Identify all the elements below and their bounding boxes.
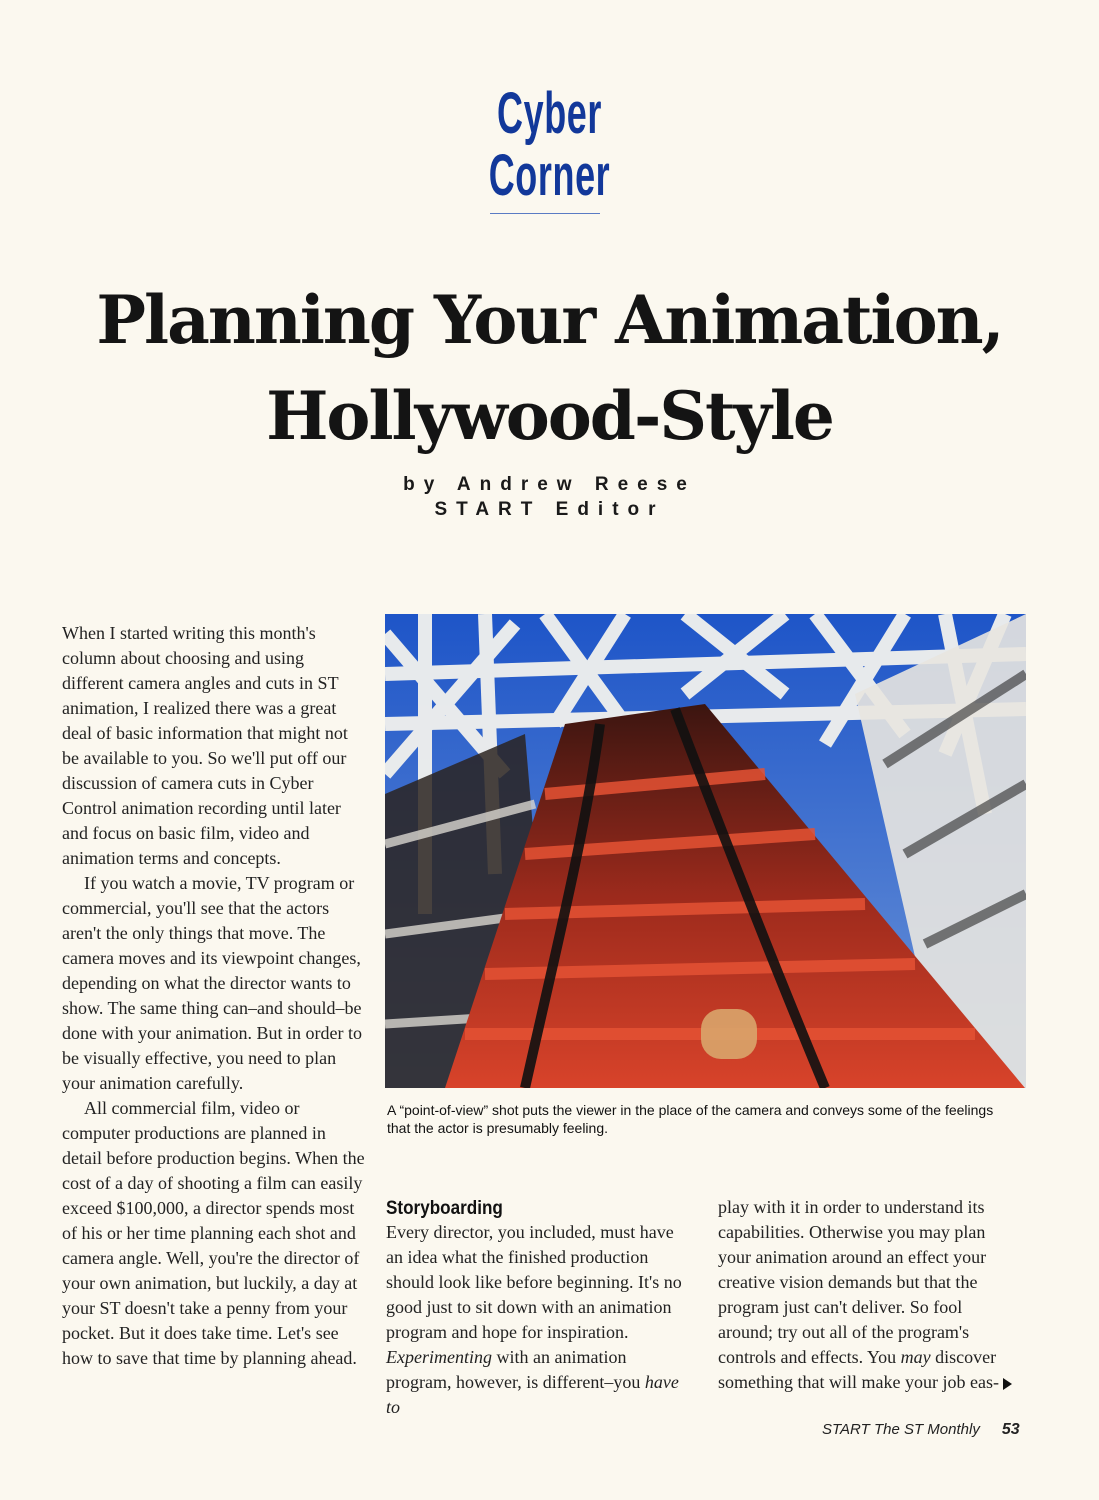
storyboarding-em-have-to: have to [386, 1372, 679, 1417]
section-rule [490, 213, 600, 214]
storyboarding-heading: Storyboarding [386, 1198, 503, 1219]
roller-coaster-photo [385, 614, 1026, 1088]
page-footer [822, 1421, 1020, 1439]
continued-arrow-icon [1003, 1378, 1012, 1390]
footer-magazine: START The ST Monthly [822, 1421, 980, 1438]
article-column-middle [386, 1220, 692, 1420]
storyboarding-em-experimenting: Experimenting [386, 1347, 492, 1367]
byline-author: by Andrew Reese [403, 474, 696, 495]
article-column-left [62, 621, 366, 1371]
storyboarding-text-2: with an animation program, however, is different–you [386, 1347, 645, 1392]
storyboarding-text-3: play with it in order to understand its capabilities. Otherwise you may plan your animation around an effect your creative vision demands but that the program just can't deliver. So fool around; try out all of the program's controls and effects. You [718, 1197, 987, 1367]
paragraph-3: All commercial film, video or computer productions are planned in detail before production begins. When the cost of a day of shooting a film can easily exceed $100,000, a director spends most of his or her time planning each shot and camera angle. Well, you're the director of your own animation, but luckily, a day at your ST doesn't take a penny from your pocket. But it does take time. Let's see how to save that time by planning ahead. [62, 1098, 365, 1368]
byline-role: START Editor [434, 499, 665, 520]
headline-line1: Planning Your Animation, [96, 281, 1003, 359]
storyboarding-em-may: may [900, 1347, 931, 1367]
photo-caption: A “point-of-view” shot puts the viewer in the place of the camera and conveys some of the feelings that the actor is presumably feeling. [387, 1102, 994, 1136]
paragraph-1: When I started writing this month's column about choosing and using different camera angles and cuts in ST animation, I realized there was a great deal of basic information that might not be available to you. So we'll put off our discussion of camera cuts in Cyber Control animation recording until later and focus on basic film, video and animation terms and concepts. [62, 623, 348, 868]
roller-coaster-image [385, 614, 1026, 1088]
headline-line2: Hollywood-Style [266, 377, 833, 455]
paragraph-2: If you watch a movie, TV program or commercial, you'll see that the actors aren't the only things that move. The camera moves and its viewpoint changes, depending on what the director wants to show. The same thing can–and should–be done with your animation. But in order to be visually effective, you need to plan your animation carefully. [62, 873, 362, 1093]
page-number: 53 [1001, 1421, 1020, 1438]
storyboarding-text-1: Every director, you included, must have an idea what the finished production should look like before beginning. It's no good just to sit down with an animation program and hope for inspiration. [386, 1222, 682, 1342]
storyboarding-text-4: discover something that will make your job eas- [718, 1347, 999, 1392]
article-column-right [718, 1195, 1018, 1395]
section-title-line1: Cyber [496, 81, 603, 146]
section-title-line2: Corner [488, 143, 611, 208]
